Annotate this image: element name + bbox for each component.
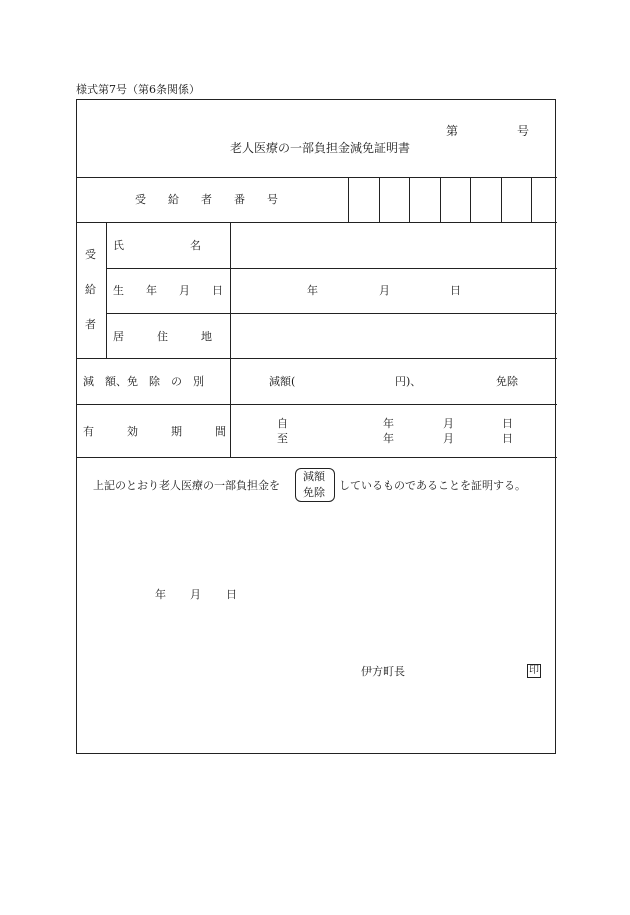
line-after-type xyxy=(77,404,557,405)
address-field[interactable] xyxy=(231,314,556,357)
line-after-period xyxy=(77,457,557,458)
type-reduction: 減額( xyxy=(269,375,296,388)
recipient-group-char: 受 xyxy=(85,248,96,261)
birth-year: 年 xyxy=(307,284,318,297)
issue-day: 日 xyxy=(226,588,237,601)
signatory: 伊方町長 xyxy=(361,665,405,678)
type-yen: 円)、 xyxy=(395,375,422,388)
number-dai: 第 xyxy=(446,124,459,138)
recipient-group-char: 給 xyxy=(85,283,96,296)
form-title: 老人医療の一部負担金減免証明書 xyxy=(230,141,411,155)
period-from-day: 日 xyxy=(502,417,513,430)
recipient-number-box[interactable] xyxy=(349,178,378,221)
name-field[interactable] xyxy=(231,223,556,267)
name-label: 氏 名 xyxy=(113,239,201,252)
statement-option-reduction: 減額 xyxy=(303,470,325,483)
line-after-address xyxy=(77,358,557,359)
number-go: 号 xyxy=(517,124,530,138)
period-from-prefix: 自 xyxy=(277,417,288,430)
type-label: 減 額、免 除 の 別 xyxy=(83,375,204,388)
period-to-month: 月 xyxy=(443,432,454,445)
recipient-number-box[interactable] xyxy=(441,178,469,221)
period-to-prefix: 至 xyxy=(277,432,288,445)
period-from-month: 月 xyxy=(443,417,454,430)
period-to-year: 年 xyxy=(383,432,394,445)
type-exemption: 免除 xyxy=(496,375,518,388)
period-from-year: 年 xyxy=(383,417,394,430)
issue-year: 年 xyxy=(155,588,166,601)
recipient-group-divider xyxy=(106,222,107,358)
statement-option-exemption: 免除 xyxy=(303,486,325,499)
certificate-form xyxy=(76,99,556,754)
period-label: 有 効 期 間 xyxy=(83,425,226,438)
recipient-number-box[interactable] xyxy=(532,178,556,221)
seal-mark: 印 xyxy=(529,665,539,676)
issue-month: 月 xyxy=(190,588,201,601)
statement-before: 上記のとおり老人医療の一部負担金を xyxy=(93,479,280,492)
period-to-day: 日 xyxy=(502,432,513,445)
statement-after: しているものであることを証明する。 xyxy=(339,479,526,492)
address-label: 居 住 地 xyxy=(113,330,212,343)
recipient-number-label: 受 給 者 番 号 xyxy=(135,193,278,206)
recipient-number-box[interactable] xyxy=(380,178,408,221)
line-after-name xyxy=(106,268,557,269)
birth-month: 月 xyxy=(379,284,390,297)
birth-label: 生 年 月 日 xyxy=(113,284,223,297)
recipient-group-char: 者 xyxy=(85,318,96,331)
form-number-label: 様式第7号（第6条関係） xyxy=(76,83,200,96)
birth-day: 日 xyxy=(450,284,461,297)
recipient-number-box[interactable] xyxy=(410,178,439,221)
recipient-number-box[interactable] xyxy=(471,178,500,221)
recipient-number-box[interactable] xyxy=(502,178,530,221)
